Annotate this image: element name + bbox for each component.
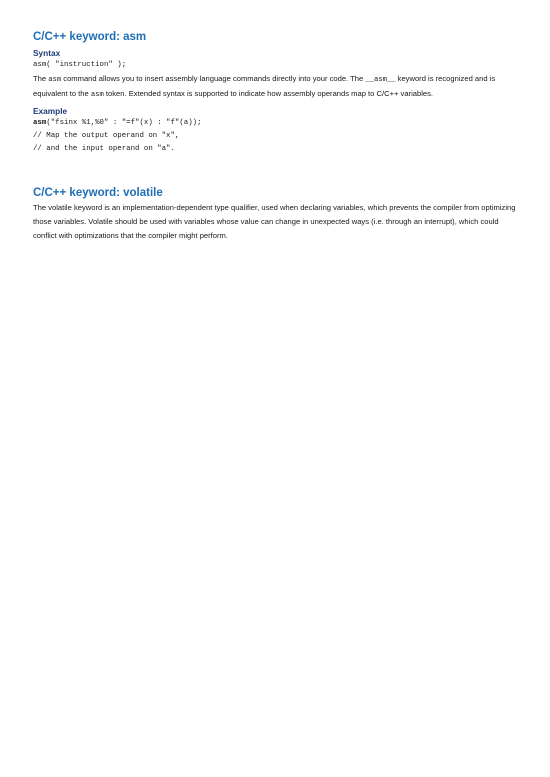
asm-desc-code-2: __asm__: [365, 76, 396, 84]
asm-description: [33, 72, 523, 103]
example-code-line-1: [33, 117, 523, 130]
volatile-description: The volatile keyword is an implementation-dependent type qualifier, used when declaring variables, which prevents the compiler from optimizing those variables. Volatile should be used with variables whose value can change in unexpected ways (i.e. through an interrupt), which could conflict with optimizations that the compiler might perform.: [33, 202, 516, 241]
asm-desc-code-1: asm: [48, 76, 62, 84]
asm-section-title: C/C++ keyword: asm: [33, 31, 147, 43]
asm-section: [33, 30, 523, 156]
example-keyword: asm: [33, 118, 47, 127]
example-line-1-rest: ("fsinx %1,%0" : "=f"(x) : "f"(a));: [46, 118, 202, 127]
asm-desc-text-2: command allows you to insert assembly language commands directly into your code. The: [61, 74, 366, 83]
example-heading: Example: [33, 105, 68, 116]
asm-desc-text-4: token. Extended syntax is supported to indicate how assembly operands map to C/C++ variables.: [103, 89, 434, 99]
syntax-heading: Syntax: [33, 48, 61, 58]
asm-desc-text-1: The: [33, 74, 49, 83]
volatile-section: [33, 186, 523, 244]
asm-desc-code-3: asm: [90, 91, 104, 100]
syntax-code: asm( "instruction" );: [33, 61, 127, 69]
asm-desc-text-3: keyword is recognized and is equivalent to the: [33, 74, 496, 99]
example-code-line-2: // Map the output operand on "x",: [33, 131, 180, 140]
example-code-line-3: // and the input operand on "a".: [33, 144, 175, 153]
document-page: [33, 30, 523, 243]
volatile-section-title: C/C++ keyword: volatile: [33, 186, 163, 199]
